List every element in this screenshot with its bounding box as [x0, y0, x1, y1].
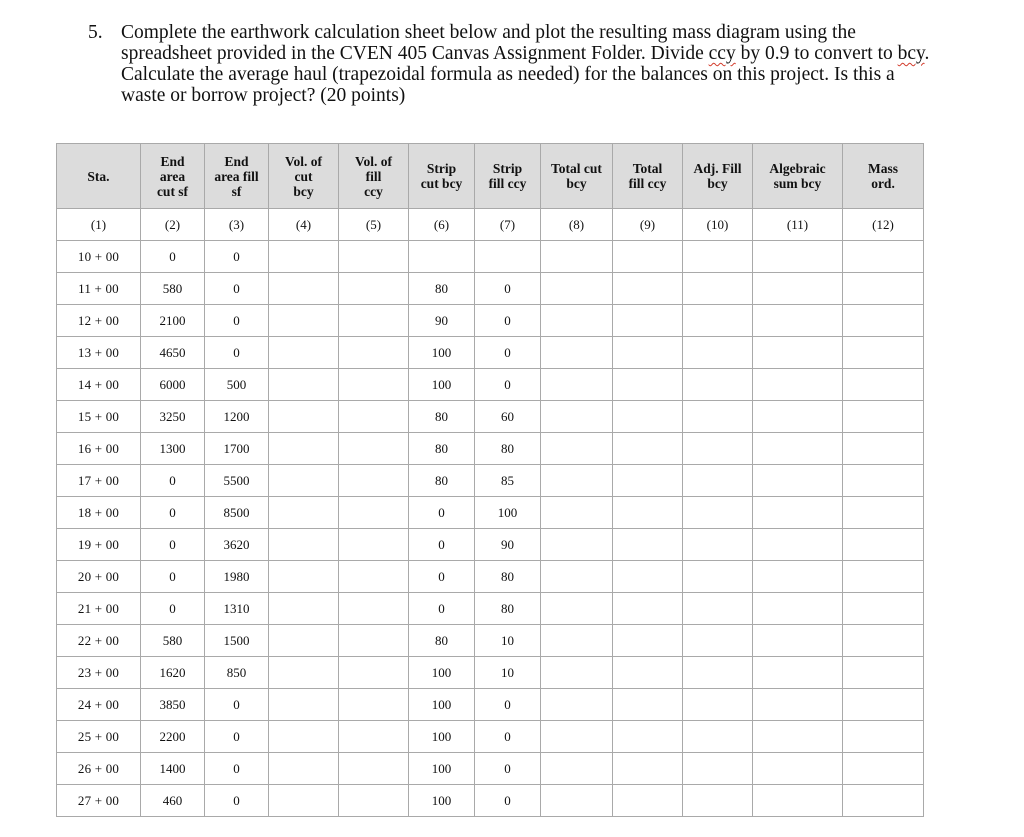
empty-cell: [753, 369, 843, 401]
value-cell: 0: [205, 721, 269, 753]
column-number: (7): [475, 209, 541, 241]
value-cell: 0: [205, 337, 269, 369]
table-row: [57, 401, 924, 433]
column-header: [541, 144, 613, 209]
value-cell: 80: [475, 593, 541, 625]
value-cell: 8500: [205, 497, 269, 529]
value-cell: 1700: [205, 433, 269, 465]
empty-cell: [339, 561, 409, 593]
empty-cell: [753, 497, 843, 529]
empty-cell: [269, 305, 339, 337]
empty-cell: [339, 593, 409, 625]
value-cell: 1620: [141, 657, 205, 689]
column-header-line: sf: [231, 183, 242, 199]
question-text-part: by 0.9 to convert to: [735, 43, 898, 64]
empty-cell: [613, 529, 683, 561]
column-number: (5): [339, 209, 409, 241]
value-cell: 100: [409, 753, 475, 785]
column-number: (1): [57, 209, 141, 241]
value-cell: 80: [409, 401, 475, 433]
column-number-row: [57, 209, 924, 241]
empty-cell: [339, 529, 409, 561]
earthwork-table: [56, 143, 924, 817]
column-number: (2): [141, 209, 205, 241]
value-cell: 0: [141, 529, 205, 561]
empty-cell: [753, 241, 843, 273]
empty-cell: [613, 369, 683, 401]
station-cell: 10 + 00: [57, 241, 141, 273]
column-header: [57, 144, 141, 209]
column-header-line: Adj. Fill: [693, 161, 742, 176]
station-cell: 12 + 00: [57, 305, 141, 337]
value-cell: 100: [409, 369, 475, 401]
empty-cell: [753, 401, 843, 433]
value-cell: 0: [475, 721, 541, 753]
value-cell: 500: [205, 369, 269, 401]
empty-cell: [683, 433, 753, 465]
value-cell: 0: [409, 593, 475, 625]
column-header-line: fill: [365, 168, 382, 184]
empty-cell: [753, 625, 843, 657]
empty-cell: [753, 465, 843, 497]
empty-cell: [683, 497, 753, 529]
value-cell: 100: [409, 337, 475, 369]
empty-cell: [269, 337, 339, 369]
question-text-part: . Calculate the average haul (trapezoidal formula as needed) for the balances on this project. Is this a waste or borrow project? (20 points): [121, 43, 930, 106]
value-cell: 3250: [141, 401, 205, 433]
empty-cell: [339, 273, 409, 305]
question-block: [88, 22, 933, 106]
column-header-line: bcy: [293, 183, 314, 199]
empty-cell: [613, 625, 683, 657]
empty-cell: [753, 785, 843, 817]
empty-cell: [339, 721, 409, 753]
table-row: [57, 529, 924, 561]
value-cell: 3620: [205, 529, 269, 561]
empty-cell: [541, 785, 613, 817]
empty-cell: [339, 689, 409, 721]
empty-cell: [339, 753, 409, 785]
value-cell: 100: [409, 689, 475, 721]
table-body: [57, 209, 924, 817]
table-row: [57, 241, 924, 273]
empty-cell: [269, 593, 339, 625]
empty-cell: [269, 657, 339, 689]
empty-cell: [683, 337, 753, 369]
table-row: [57, 721, 924, 753]
value-cell: 0: [141, 465, 205, 497]
column-header-line: Algebraic: [769, 161, 826, 176]
empty-cell: [613, 689, 683, 721]
empty-cell: [843, 241, 924, 273]
value-cell: 0: [205, 753, 269, 785]
table-row: [57, 753, 924, 785]
table-row: [57, 465, 924, 497]
column-header-line: cut bcy: [420, 176, 463, 191]
empty-cell: [843, 273, 924, 305]
question-text-part: Complete the earthwork calculation sheet below and plot the resulting mass diagram using the spreadsheet provided in the CVEN 405 Canvas Assignment Folder. Divide: [121, 22, 856, 64]
value-cell: 5500: [205, 465, 269, 497]
empty-cell: [269, 721, 339, 753]
column-header-line: Mass: [868, 161, 898, 176]
empty-cell: [843, 433, 924, 465]
empty-cell: [339, 433, 409, 465]
empty-cell: [613, 753, 683, 785]
empty-cell: [683, 625, 753, 657]
empty-cell: [613, 497, 683, 529]
column-header: [613, 144, 683, 209]
column-header: [205, 144, 269, 209]
value-cell: 0: [141, 593, 205, 625]
value-cell: 850: [205, 657, 269, 689]
column-header-line: Total cut: [551, 161, 602, 176]
value-cell: 100: [409, 657, 475, 689]
value-cell: 460: [141, 785, 205, 817]
station-cell: 15 + 00: [57, 401, 141, 433]
value-cell: 10: [475, 625, 541, 657]
column-number: (11): [753, 209, 843, 241]
column-header: [339, 144, 409, 209]
value-cell: 90: [475, 529, 541, 561]
table-row: [57, 497, 924, 529]
column-header-line: fill ccy: [488, 176, 527, 191]
column-header: [475, 144, 541, 209]
empty-cell: [613, 401, 683, 433]
empty-cell: [269, 625, 339, 657]
empty-cell: [269, 273, 339, 305]
empty-cell: [613, 305, 683, 337]
empty-cell: [843, 305, 924, 337]
column-header-line: Strip: [492, 161, 523, 176]
station-cell: 19 + 00: [57, 529, 141, 561]
empty-cell: [753, 529, 843, 561]
empty-cell: [683, 529, 753, 561]
empty-cell: [843, 465, 924, 497]
empty-cell: [843, 625, 924, 657]
empty-cell: [753, 753, 843, 785]
bcy-term: bcy: [897, 43, 925, 64]
value-cell: 80: [409, 465, 475, 497]
column-header-line: End: [224, 153, 249, 169]
value-cell: 0: [475, 273, 541, 305]
value-cell: 0: [141, 561, 205, 593]
table-row: [57, 337, 924, 369]
value-cell: 80: [475, 433, 541, 465]
table-row: [57, 561, 924, 593]
empty-cell: [541, 721, 613, 753]
empty-cell: [843, 721, 924, 753]
value-cell: 0: [205, 241, 269, 273]
empty-cell: [683, 721, 753, 753]
empty-cell: [541, 305, 613, 337]
value-cell: 1500: [205, 625, 269, 657]
empty-cell: [339, 497, 409, 529]
value-cell: 80: [475, 561, 541, 593]
empty-cell: [683, 785, 753, 817]
empty-cell: [843, 369, 924, 401]
column-number: (10): [683, 209, 753, 241]
empty-cell: [541, 401, 613, 433]
value-cell: 4650: [141, 337, 205, 369]
empty-cell: [269, 561, 339, 593]
value-cell: 3850: [141, 689, 205, 721]
empty-cell: [541, 657, 613, 689]
ccy-term: ccy: [708, 43, 736, 64]
table-row: [57, 657, 924, 689]
station-cell: 22 + 00: [57, 625, 141, 657]
value-cell: 0: [409, 497, 475, 529]
empty-cell: [541, 337, 613, 369]
empty-cell: [683, 465, 753, 497]
empty-cell: [683, 369, 753, 401]
empty-cell: [753, 433, 843, 465]
empty-cell: [541, 369, 613, 401]
column-header-line: Total: [632, 161, 663, 176]
value-cell: 100: [409, 785, 475, 817]
empty-cell: [753, 657, 843, 689]
column-number: (8): [541, 209, 613, 241]
column-header-line: fill ccy: [628, 176, 667, 191]
value-cell: 90: [409, 305, 475, 337]
empty-cell: [339, 785, 409, 817]
empty-cell: [339, 465, 409, 497]
empty-cell: [339, 657, 409, 689]
value-cell: 1310: [205, 593, 269, 625]
value-cell: 100: [409, 721, 475, 753]
empty-cell: [541, 433, 613, 465]
value-cell: 60: [475, 401, 541, 433]
empty-cell: [683, 689, 753, 721]
column-number: (6): [409, 209, 475, 241]
value-cell: 85: [475, 465, 541, 497]
empty-cell: [541, 689, 613, 721]
header-row: [57, 144, 924, 209]
empty-cell: [613, 721, 683, 753]
column-header-line: area fill: [214, 168, 259, 184]
empty-cell: [843, 657, 924, 689]
table-row: [57, 433, 924, 465]
value-cell: 0: [205, 273, 269, 305]
empty-cell: [269, 529, 339, 561]
empty-cell: [269, 785, 339, 817]
station-cell: 26 + 00: [57, 753, 141, 785]
value-cell: 2100: [141, 305, 205, 337]
empty-cell: [541, 465, 613, 497]
value-cell: 80: [409, 433, 475, 465]
value-cell: 0: [205, 689, 269, 721]
value-cell: [475, 241, 541, 273]
value-cell: 0: [475, 753, 541, 785]
station-cell: 17 + 00: [57, 465, 141, 497]
column-header-line: Vol. of: [354, 153, 392, 169]
empty-cell: [753, 561, 843, 593]
value-cell: [409, 241, 475, 273]
empty-cell: [843, 497, 924, 529]
value-cell: 0: [475, 305, 541, 337]
empty-cell: [683, 401, 753, 433]
station-cell: 11 + 00: [57, 273, 141, 305]
column-header-line: Sta.: [87, 168, 110, 184]
empty-cell: [843, 337, 924, 369]
question-text: [121, 22, 933, 106]
column-number: (12): [843, 209, 924, 241]
value-cell: 80: [409, 625, 475, 657]
empty-cell: [339, 305, 409, 337]
column-number: (4): [269, 209, 339, 241]
column-header: [269, 144, 339, 209]
station-cell: 25 + 00: [57, 721, 141, 753]
column-number: (9): [613, 209, 683, 241]
station-cell: 23 + 00: [57, 657, 141, 689]
empty-cell: [843, 785, 924, 817]
empty-cell: [541, 753, 613, 785]
empty-cell: [843, 529, 924, 561]
empty-cell: [541, 593, 613, 625]
station-cell: 16 + 00: [57, 433, 141, 465]
empty-cell: [339, 625, 409, 657]
empty-cell: [613, 433, 683, 465]
table-row: [57, 593, 924, 625]
column-header-line: sum bcy: [773, 176, 822, 191]
column-header: [683, 144, 753, 209]
value-cell: 580: [141, 625, 205, 657]
empty-cell: [613, 593, 683, 625]
station-cell: 27 + 00: [57, 785, 141, 817]
value-cell: 2200: [141, 721, 205, 753]
empty-cell: [683, 753, 753, 785]
value-cell: 10: [475, 657, 541, 689]
empty-cell: [541, 529, 613, 561]
value-cell: 0: [475, 369, 541, 401]
column-header-line: Strip: [426, 161, 457, 176]
empty-cell: [753, 689, 843, 721]
empty-cell: [541, 625, 613, 657]
empty-cell: [683, 273, 753, 305]
value-cell: 1200: [205, 401, 269, 433]
empty-cell: [753, 305, 843, 337]
empty-cell: [683, 657, 753, 689]
empty-cell: [683, 561, 753, 593]
empty-cell: [269, 369, 339, 401]
empty-cell: [541, 497, 613, 529]
value-cell: 1300: [141, 433, 205, 465]
value-cell: 6000: [141, 369, 205, 401]
empty-cell: [753, 593, 843, 625]
empty-cell: [683, 593, 753, 625]
station-cell: 13 + 00: [57, 337, 141, 369]
empty-cell: [843, 753, 924, 785]
table-row: [57, 785, 924, 817]
empty-cell: [269, 433, 339, 465]
station-cell: 24 + 00: [57, 689, 141, 721]
empty-cell: [683, 241, 753, 273]
column-header-line: bcy: [707, 176, 728, 191]
empty-cell: [843, 689, 924, 721]
empty-cell: [843, 401, 924, 433]
empty-cell: [613, 561, 683, 593]
empty-cell: [269, 241, 339, 273]
empty-cell: [269, 465, 339, 497]
empty-cell: [541, 273, 613, 305]
station-cell: 20 + 00: [57, 561, 141, 593]
table-row: [57, 625, 924, 657]
value-cell: 80: [409, 273, 475, 305]
empty-cell: [269, 401, 339, 433]
column-header: [141, 144, 205, 209]
empty-cell: [269, 689, 339, 721]
value-cell: 0: [205, 305, 269, 337]
empty-cell: [541, 241, 613, 273]
empty-cell: [541, 561, 613, 593]
empty-cell: [843, 561, 924, 593]
table-row: [57, 273, 924, 305]
value-cell: 0: [141, 241, 205, 273]
value-cell: 0: [475, 785, 541, 817]
column-header-line: ccy: [364, 183, 383, 199]
column-header-line: Vol. of: [284, 153, 322, 169]
value-cell: 0: [205, 785, 269, 817]
value-cell: 0: [475, 689, 541, 721]
column-header-line: area: [159, 168, 186, 184]
column-header-line: bcy: [566, 176, 587, 191]
column-header: [409, 144, 475, 209]
value-cell: 0: [409, 561, 475, 593]
value-cell: 0: [409, 529, 475, 561]
empty-cell: [843, 593, 924, 625]
empty-cell: [753, 273, 843, 305]
column-header-line: cut: [294, 168, 313, 184]
column-header: [753, 144, 843, 209]
empty-cell: [613, 273, 683, 305]
empty-cell: [613, 785, 683, 817]
empty-cell: [753, 721, 843, 753]
empty-cell: [613, 337, 683, 369]
value-cell: 100: [475, 497, 541, 529]
empty-cell: [753, 337, 843, 369]
empty-cell: [613, 241, 683, 273]
station-cell: 18 + 00: [57, 497, 141, 529]
empty-cell: [339, 241, 409, 273]
empty-cell: [613, 657, 683, 689]
station-cell: 21 + 00: [57, 593, 141, 625]
value-cell: 580: [141, 273, 205, 305]
empty-cell: [269, 753, 339, 785]
station-cell: 14 + 00: [57, 369, 141, 401]
column-header-line: cut sf: [156, 183, 189, 199]
table-row: [57, 369, 924, 401]
question-number: 5.: [88, 22, 103, 43]
value-cell: 1400: [141, 753, 205, 785]
empty-cell: [613, 465, 683, 497]
value-cell: 0: [141, 497, 205, 529]
empty-cell: [339, 369, 409, 401]
empty-cell: [683, 305, 753, 337]
empty-cell: [339, 401, 409, 433]
value-cell: 1980: [205, 561, 269, 593]
empty-cell: [269, 497, 339, 529]
column-number: (3): [205, 209, 269, 241]
empty-cell: [339, 337, 409, 369]
column-header: [843, 144, 924, 209]
column-header-line: End: [160, 153, 185, 169]
table-row: [57, 305, 924, 337]
value-cell: 0: [475, 337, 541, 369]
column-header-line: ord.: [871, 176, 895, 191]
table-row: [57, 689, 924, 721]
